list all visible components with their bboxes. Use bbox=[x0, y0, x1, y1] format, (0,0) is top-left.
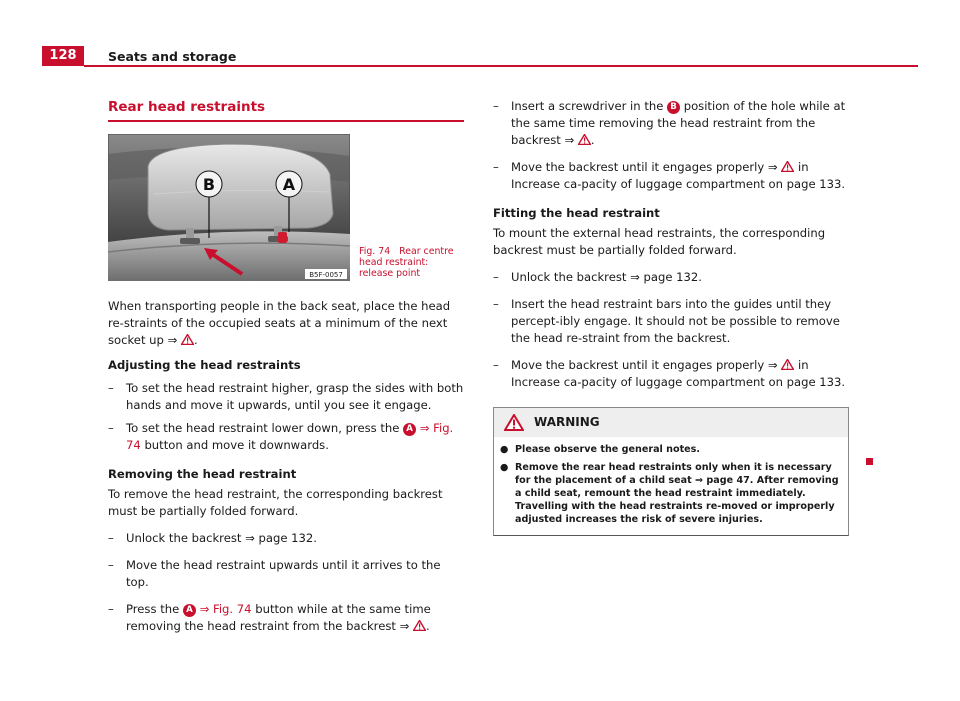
figure-caption bbox=[359, 246, 463, 279]
list-item-text bbox=[511, 357, 849, 391]
figure-code: B5F-0057 bbox=[309, 271, 343, 279]
figure-label-a: A bbox=[282, 175, 296, 194]
list-dash: – bbox=[493, 99, 499, 113]
head-restraint-figure bbox=[108, 134, 350, 281]
section-end-marker bbox=[866, 458, 873, 465]
intro-text: When transporting people in the back seat, place the head re-straints of the occupied seats at a minimum of the next socket up bbox=[108, 299, 451, 347]
intro-arrow: ⇒ bbox=[167, 333, 178, 347]
warning-icon bbox=[413, 620, 426, 631]
list-dash: – bbox=[108, 602, 114, 616]
section-rule bbox=[108, 120, 464, 122]
figure-caption-text: Rear centre head restraint: release point bbox=[359, 246, 454, 279]
warning-icon bbox=[578, 134, 591, 145]
list-item-text: Unlock the backrest ⇒ page 132. bbox=[126, 531, 317, 545]
list-dash: – bbox=[493, 270, 499, 284]
list-item bbox=[108, 380, 464, 414]
item-pre: Move the backrest until it engages properly ⇒ bbox=[511, 358, 778, 372]
removing-heading: Removing the head restraint bbox=[108, 467, 297, 481]
list-item-text: To set the head restraint higher, grasp the sides with both hands and move it upwards, until you see it engage. bbox=[126, 381, 464, 412]
list-item-text bbox=[511, 98, 849, 149]
warning-bullet bbox=[500, 461, 842, 526]
figure-row bbox=[108, 134, 464, 281]
warning-triangle-icon bbox=[504, 414, 524, 431]
list-item bbox=[108, 530, 464, 547]
section-title: Rear head restraints bbox=[108, 99, 266, 115]
item-pre: Press the bbox=[126, 602, 180, 616]
removing-intro: To remove the head restraint, the corresponding backrest must be partially folded forward. bbox=[108, 487, 443, 518]
badge-a: A bbox=[403, 423, 416, 436]
chapter-title: Seats and storage bbox=[108, 49, 237, 64]
warning-icon bbox=[781, 359, 794, 370]
list-item bbox=[493, 357, 849, 391]
head-restraint-illustration bbox=[108, 134, 350, 281]
warning-bullet bbox=[500, 443, 842, 456]
list-item-text: Unlock the backrest ⇒ page 132. bbox=[511, 270, 702, 284]
list-item bbox=[493, 159, 849, 193]
list-item bbox=[108, 557, 464, 591]
figure-link[interactable]: ⇒ Fig. 74 bbox=[199, 602, 252, 616]
list-item-text bbox=[511, 159, 849, 193]
figure-link[interactable]: ⇒ Fig. 74 bbox=[126, 421, 454, 452]
list-dash: – bbox=[108, 531, 114, 545]
warning-title: WARNING bbox=[534, 415, 600, 429]
bullet-dot: ● bbox=[500, 462, 509, 473]
item-end: . bbox=[590, 133, 595, 147]
item-end: . bbox=[426, 619, 430, 633]
list-dash: – bbox=[493, 358, 499, 372]
list-item bbox=[108, 601, 464, 635]
item-pre: To set the head restraint lower down, press the bbox=[126, 421, 400, 435]
list-dash: – bbox=[108, 381, 114, 395]
badge-a: A bbox=[183, 604, 196, 617]
item-pre: Insert a screwdriver in the bbox=[511, 99, 664, 113]
list-item bbox=[493, 98, 849, 149]
adjusting-heading: Adjusting the head restraints bbox=[108, 358, 301, 372]
figure-caption-prefix: Fig. 74 bbox=[359, 246, 391, 257]
figure-label-b: B bbox=[202, 175, 216, 194]
intro-paragraph bbox=[108, 298, 464, 349]
list-item bbox=[493, 296, 849, 347]
left-column bbox=[108, 98, 464, 635]
list-item-text: Insert the head restraint bars into the guides until they percept-ibly engage. It should not be possible to remove the head re-straint from the backrest. bbox=[511, 297, 840, 345]
intro-end: . bbox=[193, 333, 198, 347]
list-dash: – bbox=[493, 297, 499, 311]
warning-bullet-text: Please observe the general notes. bbox=[515, 444, 701, 455]
warning-body bbox=[494, 437, 848, 535]
warning-bullet-text: Remove the rear head restraints only when it is necessary for the placement of a child seat ⇒ page 47. After removing a child seat, remount the head restraint immediately. Travelling with the head restraints re-moved or improperly adjusted increases the risk of severe injuries. bbox=[515, 462, 839, 525]
item-post: in Increase ca-pacity of luggage compartment on page 133. bbox=[511, 358, 846, 389]
page-number: 128 bbox=[42, 46, 84, 66]
list-item-text bbox=[126, 420, 464, 454]
fitting-intro: To mount the external head restraints, the corresponding backrest must be partially folded forward. bbox=[493, 226, 826, 257]
item-post: position of the hole while at the same time removing the head restraint from the backrest ⇒ bbox=[511, 99, 846, 147]
warning-icon bbox=[181, 334, 194, 345]
warning-icon bbox=[781, 161, 794, 172]
item-post: in Increase ca-pacity of luggage compartment on page 133. bbox=[511, 160, 846, 191]
badge-b: B bbox=[667, 101, 680, 114]
list-item-text: Move the head restraint upwards until it arrives to the top. bbox=[126, 558, 441, 589]
item-pre: Move the backrest until it engages properly ⇒ bbox=[511, 160, 778, 174]
header-rule bbox=[84, 65, 918, 67]
item-post: button and move it downwards. bbox=[144, 438, 329, 452]
fitting-heading: Fitting the head restraint bbox=[493, 206, 660, 220]
item-post: button while at the same time removing the head restraint from the backrest ⇒ bbox=[126, 602, 431, 633]
bullet-dot: ● bbox=[500, 444, 509, 455]
list-dash: – bbox=[108, 421, 114, 435]
right-column bbox=[493, 98, 849, 536]
list-item bbox=[493, 269, 849, 286]
list-item bbox=[108, 420, 464, 454]
warning-box bbox=[493, 407, 849, 536]
list-dash: – bbox=[493, 160, 499, 174]
list-dash: – bbox=[108, 558, 114, 572]
list-item-text bbox=[126, 601, 464, 635]
warning-header bbox=[494, 408, 848, 437]
